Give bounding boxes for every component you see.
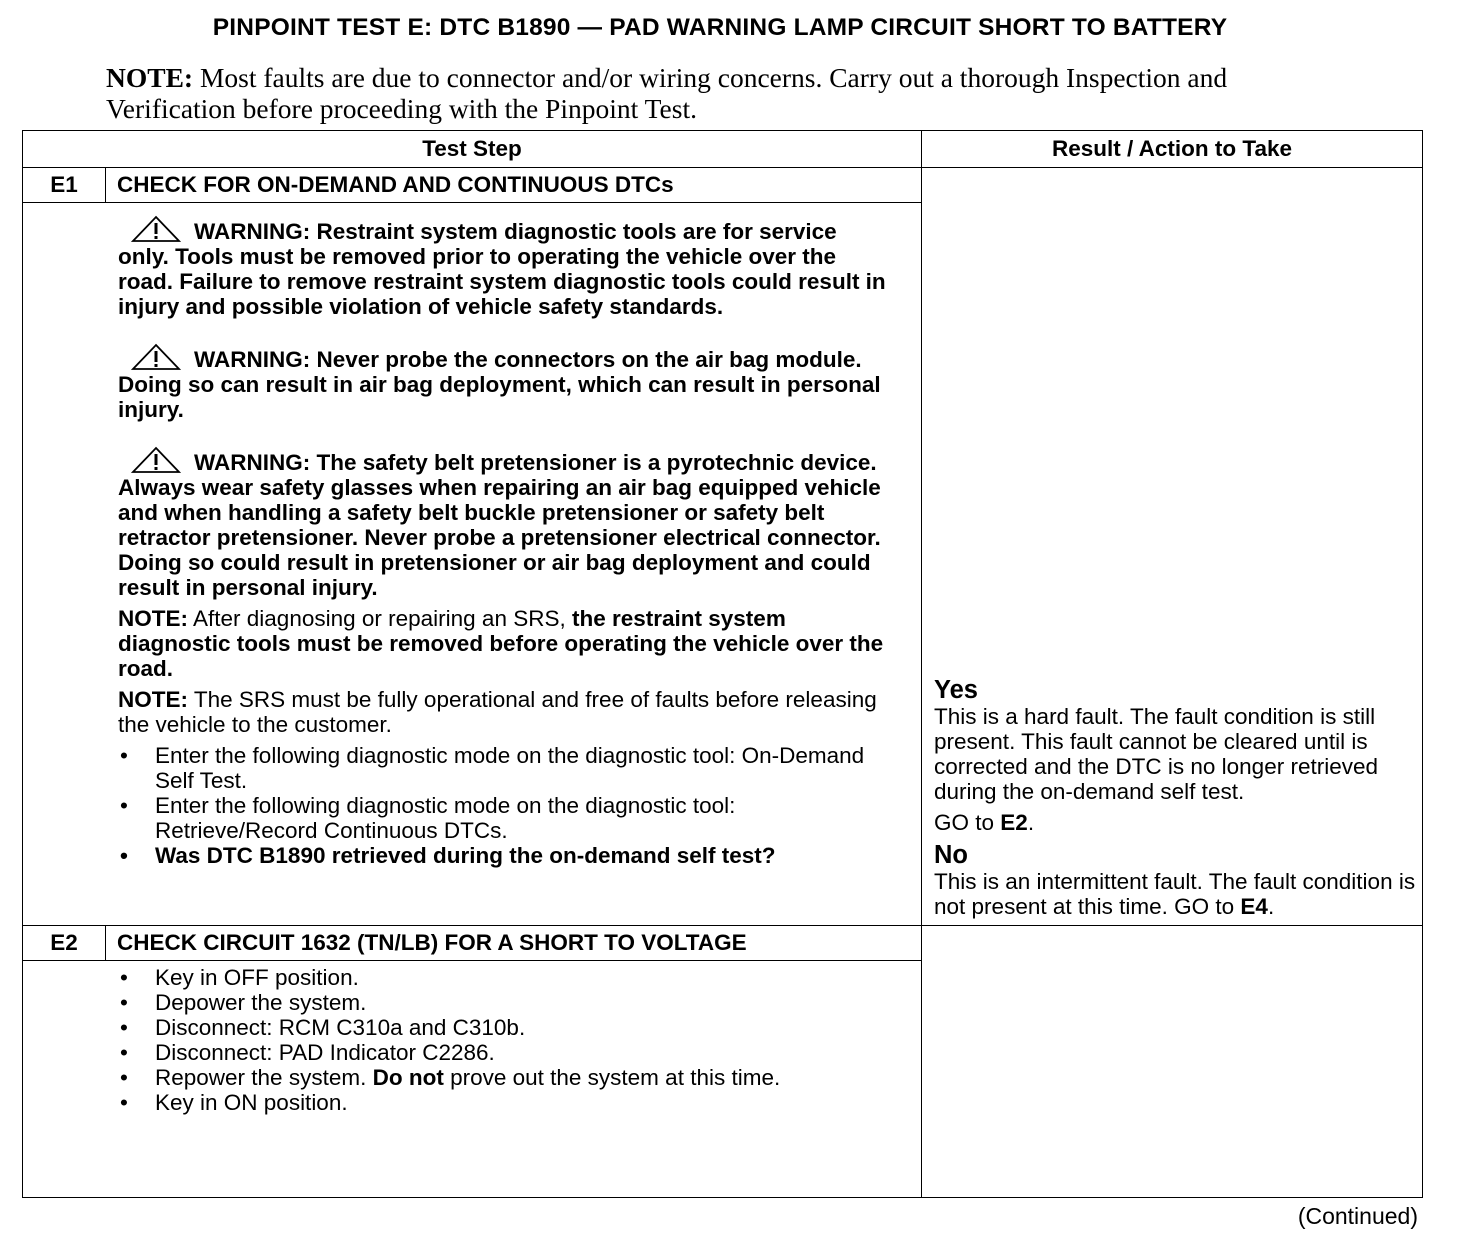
result-yes-go: GO to E2.: [934, 810, 1035, 836]
result-yes-go-text: GO to: [934, 810, 1001, 836]
note-1: [118, 606, 891, 681]
warning-1-text: WARNING: Restraint system diagnostic tools are for service only. Tools must be removed prior to operating the vehicle over the road. Failure to remove restraint system diagnostic tools could result in injury and possible violation of vehicle safety standards.: [118, 219, 886, 320]
intro-note-text: Most faults are due to connector and/or wiring concerns. Carry out a thorough Inspection and Verification before proceeding with the Pinpoint Test.: [106, 62, 1228, 124]
e1-bullet-list: [118, 743, 891, 868]
warning-triangle-icon: [130, 446, 182, 474]
note-2: [118, 687, 891, 737]
result-yes-go-target: E2: [1000, 810, 1028, 836]
warning-2-text: WARNING: Never probe the connectors on the air bag module. Doing so can result in air bag deployment, which can result in personal injury.: [118, 347, 881, 423]
list-item: • Disconnect: RCM C310a and C310b.: [118, 1015, 891, 1040]
step-id-e2: E2: [23, 926, 106, 961]
note-1-bold: the restraint system diagnostic tools must be removed before operating the vehicle over the road.: [118, 606, 884, 682]
note-2-text: The SRS must be fully operational and free of faults before releasing the vehicle to the customer.: [118, 687, 877, 738]
result-no-go-target: E4: [1240, 894, 1268, 920]
result-no-text-body: This is an intermittent fault. The fault condition is not present at this time. GO to: [934, 869, 1416, 920]
result-yes-text: This is a hard fault. The fault condition is still present. This fault cannot be cleared until is corrected and the DTC is no longer retrieved during the on-demand self test.: [934, 704, 1378, 805]
result-yes-label: Yes: [934, 676, 978, 705]
warning-triangle-icon: [130, 215, 182, 243]
column-header-result: Result / Action to Take: [922, 131, 1423, 168]
pinpoint-test-table: [22, 130, 1423, 1198]
step-title-e1: CHECK FOR ON-DEMAND AND CONTINUOUS DTCs: [106, 168, 922, 203]
page-title: PINPOINT TEST E: DTC B1890 — PAD WARNING LAMP CIRCUIT SHORT TO BATTERY: [212, 14, 1228, 41]
note-1-label: NOTE:: [118, 606, 188, 632]
result-no-label: No: [934, 841, 969, 870]
result-e1: [922, 168, 1423, 926]
warning-3-text: WARNING: The safety belt pretensioner is a pyrotechnic device. Always wear safety glasses when repairing an air bag equipped vehicle and when handling a safety belt buckle pretensioner or safety belt retractor pretensioner. Never probe a pretensioner electrical connector. Doing so could result in pretensioner or air bag deployment and could result in personal injury.: [118, 450, 881, 601]
step-body-e2: [23, 961, 922, 1198]
list-item: • Key in ON position.: [118, 1090, 891, 1115]
bullet-5-post: prove out the system at this time.: [443, 1065, 781, 1091]
intro-note-label: NOTE:: [106, 62, 194, 93]
note-2-label: NOTE:: [118, 687, 188, 713]
warning-3: [118, 446, 891, 600]
intro-note: [106, 62, 1256, 124]
e1-question: • Was DTC B1890 retrieved during the on-demand self test?: [118, 843, 891, 868]
warning-triangle-icon: [130, 343, 182, 371]
bullet-5-pre: Repower the system.: [155, 1065, 373, 1091]
note-1-text: After diagnosing or repairing an SRS,: [188, 606, 572, 632]
list-item: • Enter the following diagnostic mode on the diagnostic tool: On-Demand Self Test.: [118, 743, 891, 793]
list-item: • Depower the system.: [118, 990, 891, 1015]
result-no-text: This is an intermittent fault. The fault condition is not present at this time. GO to E4.: [934, 869, 1416, 920]
result-e2: [922, 926, 1423, 1198]
e2-bullet-list: [118, 965, 891, 1115]
continued-label: (Continued): [1297, 1203, 1418, 1229]
list-item: [118, 1065, 891, 1090]
warning-1: [118, 215, 891, 319]
step-id-e1: E1: [23, 168, 106, 203]
column-header-test-step: Test Step: [23, 131, 922, 168]
bullet-5-bold: Do not: [372, 1065, 444, 1091]
step-body-e1: [23, 203, 922, 926]
warning-2: [118, 343, 891, 422]
step-title-e2: CHECK CIRCUIT 1632 (TN/LB) FOR A SHORT TO VOLTAGE: [106, 926, 922, 961]
list-item: • Key in OFF position.: [118, 965, 891, 990]
list-item: • Enter the following diagnostic mode on the diagnostic tool: Retrieve/Record Continuous DTCs.: [118, 793, 891, 843]
list-item: • Disconnect: PAD Indicator C2286.: [118, 1040, 891, 1065]
